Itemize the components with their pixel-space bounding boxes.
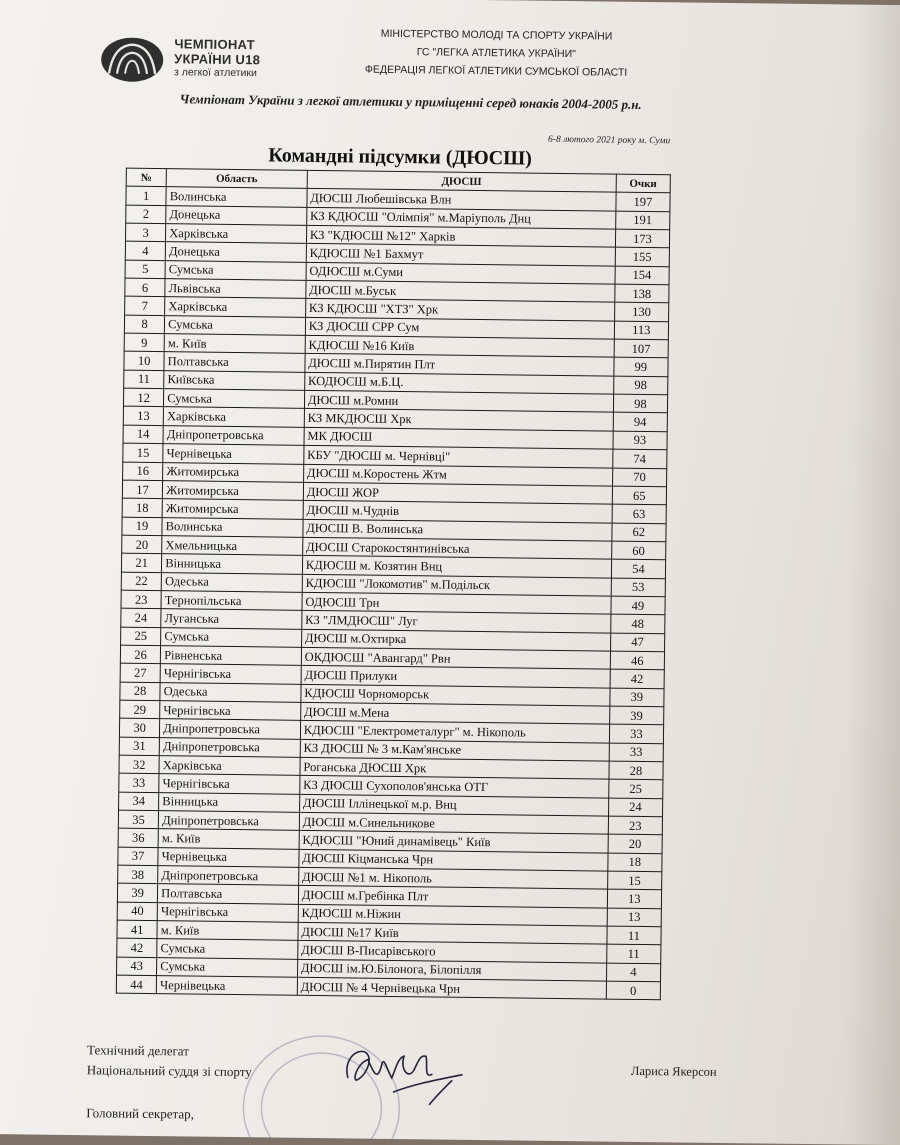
- cell-num: 11: [124, 370, 164, 389]
- cell-region: Київська: [164, 370, 305, 390]
- cell-region: м. Київ: [157, 921, 298, 941]
- cell-school: ДЮСШ м.Чуднів: [303, 501, 612, 523]
- organization-ministry: МІНІСТЕРСТВО МОЛОДІ ТА СПОРТУ УКРАЇНИ: [380, 27, 613, 43]
- cell-num: 26: [120, 645, 160, 664]
- cell-region: Чернігівська: [157, 902, 298, 922]
- cell-num: 38: [118, 865, 158, 884]
- cell-points: 0: [606, 981, 660, 1000]
- cell-points: 28: [609, 761, 663, 780]
- cell-points: 23: [608, 816, 662, 835]
- cell-region: Волинська: [166, 187, 307, 207]
- technical-delegate-label: Технічний делегат: [87, 1042, 190, 1059]
- cell-points: 197: [616, 192, 670, 211]
- cell-num: 3: [125, 223, 165, 242]
- cell-school: ДЮСШ м.Синельникове: [299, 812, 608, 834]
- cell-school: ОДЮСШ Трн: [302, 592, 611, 614]
- cell-school: КДЮСШ "Локомотив" м.Подільск: [302, 574, 611, 596]
- cell-region: Луганська: [161, 609, 302, 629]
- championship-logo: [99, 35, 350, 88]
- cell-points: 13: [607, 889, 661, 908]
- cell-points: 98: [613, 376, 667, 395]
- cell-num: 22: [121, 572, 161, 591]
- cell-num: 40: [117, 902, 157, 921]
- cell-points: 74: [612, 449, 666, 468]
- cell-points: 138: [615, 284, 669, 303]
- cell-points: 11: [606, 945, 660, 964]
- cell-points: 94: [613, 413, 667, 432]
- header-points: Очки: [616, 174, 670, 193]
- cell-points: 46: [610, 651, 664, 670]
- cell-region: Чернігівська: [160, 701, 301, 721]
- cell-num: 14: [123, 425, 163, 444]
- cell-num: 34: [119, 792, 159, 811]
- cell-points: 24: [608, 798, 662, 817]
- cell-region: Хмельницька: [162, 535, 303, 555]
- cell-num: 18: [122, 498, 162, 517]
- cell-school: ДЮСШ Кіцманська Чрн: [299, 849, 608, 871]
- cell-points: 33: [609, 724, 663, 743]
- signer-name: Лариса Якерсон: [630, 1063, 717, 1079]
- cell-num: 5: [125, 260, 165, 279]
- cell-school: КЗ МКДЮСШ Хрк: [304, 409, 613, 431]
- cell-school: КОДЮСШ м.Б.Ц.: [304, 372, 613, 394]
- cell-region: Дніпропетровська: [158, 866, 299, 886]
- table-body: [116, 186, 670, 1000]
- cell-num: 9: [124, 333, 164, 352]
- cell-school: ОДЮСШ м.Суми: [306, 262, 615, 284]
- cell-school: Роганська ДЮСШ Хрк: [300, 757, 609, 779]
- cell-num: 32: [119, 755, 159, 774]
- cell-region: Харківська: [163, 407, 304, 427]
- cell-num: 33: [119, 773, 159, 792]
- cell-num: 35: [118, 810, 158, 829]
- cell-school: КЗ КДЮСШ "ХТЗ" Хрк: [305, 299, 614, 321]
- cell-points: 11: [607, 926, 661, 945]
- cell-region: м. Київ: [164, 334, 305, 354]
- cell-school: ДЮСШ м.Пирятин Плт: [305, 354, 614, 376]
- cell-points: 39: [609, 706, 663, 725]
- cell-points: 54: [611, 559, 665, 578]
- event-title: Чемпіонат України з легкої атлетики у приміщенні серед юнаків 2004-2005 р.н.: [179, 91, 642, 112]
- cell-school: КЗ ДЮСШ Сухополов'янська ОТГ: [300, 776, 609, 798]
- cell-region: Харківська: [165, 297, 306, 317]
- cell-region: Чернівецька: [163, 444, 304, 464]
- cell-points: 42: [610, 669, 664, 688]
- cell-school: ДЮСШ Любешівська Влн: [307, 189, 616, 211]
- cell-points: 33: [609, 743, 663, 762]
- cell-num: 2: [126, 205, 166, 224]
- cell-school: КДЮСШ м.Ніжин: [298, 904, 607, 926]
- cell-num: 20: [122, 535, 162, 554]
- cell-points: 47: [610, 633, 664, 652]
- cell-points: 191: [615, 211, 669, 230]
- stadium-arch-icon: [99, 35, 166, 84]
- cell-num: 36: [118, 828, 158, 847]
- cell-num: 16: [123, 462, 163, 481]
- cell-region: Донецька: [166, 205, 307, 225]
- cell-points: 25: [608, 779, 662, 798]
- cell-school: КЗ "ЛМДЮСШ" Луг: [302, 611, 611, 633]
- cell-school: ДЮСШ ім.Ю.Білонога, Білопілля: [297, 959, 606, 981]
- header-region: Область: [166, 169, 307, 189]
- cell-school: ДЮСШ №1 м. Нікополь: [298, 867, 607, 889]
- cell-region: Чернівецька: [158, 847, 299, 867]
- cell-num: 7: [125, 297, 165, 316]
- cell-num: 8: [124, 315, 164, 334]
- cell-region: Волинська: [162, 517, 303, 537]
- cell-points: 63: [612, 504, 666, 523]
- cell-school: ДЮСШ Прилуки: [301, 666, 610, 688]
- cell-num: 1: [126, 186, 166, 205]
- handwritten-signature: [333, 1033, 474, 1110]
- cell-num: 4: [125, 242, 165, 261]
- cell-school: ДЮСШ м.Мена: [300, 702, 609, 724]
- cell-points: 4: [606, 963, 660, 982]
- cell-region: Дніпропетровська: [159, 811, 300, 831]
- cell-num: 21: [121, 553, 161, 572]
- cell-region: Тернопільська: [161, 591, 302, 611]
- cell-school: ДЮСШ Іллінецької м.р. Внц: [299, 794, 608, 816]
- team-results-table: [116, 168, 671, 1001]
- cell-points: 60: [611, 541, 665, 560]
- cell-region: Сумська: [164, 389, 305, 409]
- cell-region: Житомирська: [162, 499, 303, 519]
- chief-secretary-label: Головний секретар,: [86, 1105, 195, 1122]
- cell-region: Одеська: [160, 682, 301, 702]
- cell-school: ДЮСШ ЖОР: [303, 482, 612, 504]
- cell-school: ДЮСШ № 4 Чернівецька Чрн: [297, 977, 606, 999]
- cell-num: 37: [118, 847, 158, 866]
- cell-num: 44: [116, 975, 156, 994]
- cell-region: Сумська: [161, 627, 302, 647]
- cell-school: КЗ "КДЮСШ №12" Харків: [306, 225, 615, 247]
- cell-num: 30: [119, 718, 159, 737]
- cell-region: Вінницька: [162, 554, 303, 574]
- cell-num: 41: [117, 920, 157, 939]
- cell-points: 113: [614, 321, 668, 340]
- cell-points: 99: [614, 358, 668, 377]
- cell-school: ДЮСШ Старокостянтинівська: [302, 537, 611, 559]
- cell-num: 43: [117, 957, 157, 976]
- cell-region: Харківська: [166, 224, 307, 244]
- cell-school: КБУ "ДЮСШ м. Чернівці": [304, 445, 613, 467]
- cell-region: Рівненська: [161, 646, 302, 666]
- cell-num: 39: [117, 884, 157, 903]
- cell-region: Чернівецька: [156, 976, 297, 996]
- cell-points: 98: [613, 394, 667, 413]
- cell-points: 65: [612, 486, 666, 505]
- cell-school: ДЮСШ №17 Київ: [298, 922, 607, 944]
- cell-region: Сумська: [157, 957, 298, 977]
- cell-num: 23: [121, 590, 161, 609]
- cell-num: 15: [123, 443, 163, 462]
- cell-num: 13: [123, 407, 163, 426]
- cell-region: м. Київ: [158, 829, 299, 849]
- cell-school: КДЮСШ №1 Бахмут: [306, 244, 615, 266]
- cell-school: ОКДЮСШ "Авангард" Рвн: [301, 647, 610, 669]
- cell-points: 48: [610, 614, 664, 633]
- cell-points: 39: [610, 688, 664, 707]
- cell-points: 15: [607, 871, 661, 890]
- cell-region: Сумська: [157, 939, 298, 959]
- cell-region: Львівська: [165, 279, 306, 299]
- cell-region: Сумська: [165, 315, 306, 335]
- cell-points: 155: [615, 248, 669, 267]
- cell-points: 173: [615, 229, 669, 248]
- cell-school: КДЮСШ Чорноморськ: [301, 684, 610, 706]
- signoff-block: [87, 1040, 252, 1082]
- cell-points: 107: [614, 339, 668, 358]
- cell-school: МК ДЮСШ: [304, 427, 613, 449]
- cell-num: 10: [124, 352, 164, 371]
- cell-region: Дніпропетровська: [159, 737, 300, 757]
- cell-num: 25: [121, 627, 161, 646]
- organization-sumy-federation: ФЕДЕРАЦІЯ ЛЕГКОЇ АТЛЕТИКИ СУМСЬКОЇ ОБЛАСТІ: [364, 63, 628, 79]
- cell-points: 18: [608, 853, 662, 872]
- cell-school: ДЮСШ В-Писарівського: [298, 941, 607, 963]
- cell-num: 19: [122, 517, 162, 536]
- cell-num: 24: [121, 608, 161, 627]
- cell-region: Житомирська: [163, 462, 304, 482]
- cell-school: КДЮСШ №16 Київ: [305, 335, 614, 357]
- cell-num: 42: [117, 939, 157, 958]
- cell-region: Донецька: [165, 242, 306, 262]
- cell-points: 62: [612, 523, 666, 542]
- header-num: №: [126, 168, 166, 187]
- header-school: ДЮСШ: [307, 170, 616, 192]
- cell-region: Чернігівська: [159, 774, 300, 794]
- event-date: 6-8 лютого 2021 року м. Суми: [548, 134, 671, 147]
- page-shadow: [843, 5, 900, 1145]
- logo-line-1: ЧЕМПІОНАТ: [174, 36, 255, 53]
- logo-text: [174, 36, 261, 80]
- cell-points: 93: [613, 431, 667, 450]
- cell-points: 130: [614, 303, 668, 322]
- cell-num: 6: [125, 278, 165, 297]
- cell-region: Полтавська: [158, 884, 299, 904]
- document-title: Командні підсумки (ДЮСШ): [268, 144, 532, 170]
- cell-region: Харківська: [159, 756, 300, 776]
- cell-school: КДЮСШ м. Козятин Внц: [302, 556, 611, 578]
- cell-points: 154: [615, 266, 669, 285]
- cell-num: 12: [123, 388, 163, 407]
- cell-points: 13: [607, 908, 661, 927]
- cell-region: Чернігівська: [160, 664, 301, 684]
- cell-region: Житомирська: [163, 480, 304, 500]
- cell-region: Дніпропетровська: [160, 719, 301, 739]
- organizations-header: [321, 24, 672, 82]
- cell-school: ДЮСШ м.Коростень Жтм: [303, 464, 612, 486]
- cell-school: ДЮСШ В. Волинська: [303, 519, 612, 541]
- cell-school: КЗ ДЮСШ № 3 м.Кам'янське: [300, 739, 609, 761]
- cell-points: 70: [612, 468, 666, 487]
- cell-num: 28: [120, 682, 160, 701]
- cell-region: Полтавська: [164, 352, 305, 372]
- cell-region: Сумська: [165, 260, 306, 280]
- cell-school: ДЮСШ м.Гребінка Плт: [298, 886, 607, 908]
- cell-school: ДЮСШ м.Буськ: [306, 280, 615, 302]
- cell-school: КДЮСШ "Електрометалург" м. Нікополь: [300, 721, 609, 743]
- cell-region: Дніпропетровська: [163, 425, 304, 445]
- cell-num: 29: [120, 700, 160, 719]
- cell-school: КДЮСШ "Юний динамівець" Київ: [299, 831, 608, 853]
- national-judge-label: Національний суддя зі спорту: [86, 1062, 252, 1080]
- cell-school: ДЮСШ м.Ромни: [304, 390, 613, 412]
- cell-school: КЗ ДЮСШ СРР Сум: [305, 317, 614, 339]
- cell-region: Одеська: [161, 572, 302, 592]
- cell-num: 17: [122, 480, 162, 499]
- cell-region: Вінницька: [159, 792, 300, 812]
- cell-school: КЗ КДЮСШ "Олімпія" м.Маріуполь Днц: [306, 207, 615, 229]
- cell-num: 31: [119, 737, 159, 756]
- cell-school: ДЮСШ м.Охтирка: [301, 629, 610, 651]
- cell-points: 53: [611, 578, 665, 597]
- organization-athletics-ukraine: ГС "ЛЕГКА АТЛЕТИКА УКРАЇНИ": [416, 46, 576, 61]
- logo-line-2: УКРАЇНИ U18: [174, 51, 261, 68]
- cell-points: 20: [608, 834, 662, 853]
- cell-points: 49: [611, 596, 665, 615]
- cell-num: 27: [120, 663, 160, 682]
- logo-line-3: з легкої атлетики: [173, 66, 257, 80]
